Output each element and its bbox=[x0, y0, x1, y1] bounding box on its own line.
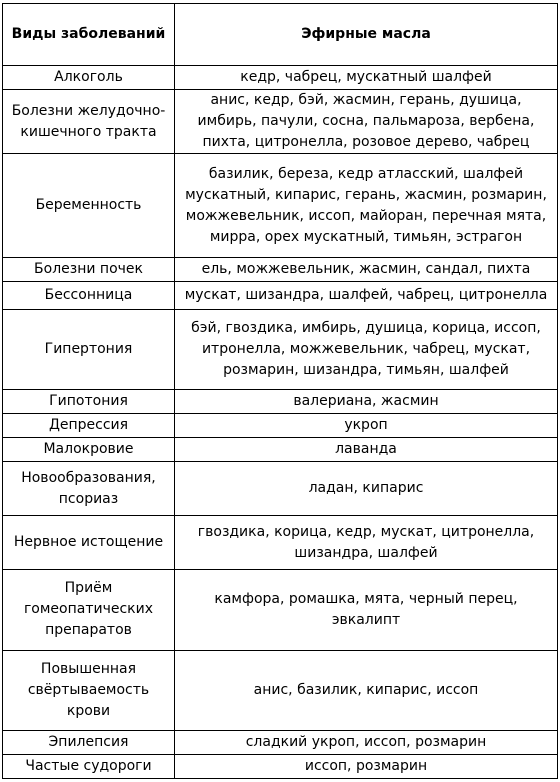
table-row bbox=[3, 258, 558, 282]
disease-cell: Частые судороги bbox=[3, 755, 175, 779]
table-row bbox=[3, 390, 558, 414]
table-row bbox=[3, 414, 558, 438]
oils-cell: валериана, жасмин bbox=[175, 390, 558, 414]
table-row bbox=[3, 282, 558, 310]
oils-cell: анис, кедр, бэй, жасмин, герань, душица, имбирь, пачули, сосна, пальмароза, вербена, пихта, цитронелла, розовое дерево, чабрец bbox=[175, 90, 558, 154]
table-row bbox=[3, 309, 558, 389]
table-row bbox=[3, 154, 558, 258]
oils-cell: ель, можжевельник, жасмин, сандал, пихта bbox=[175, 258, 558, 282]
oils-cell: мускат, шизандра, шалфей, чабрец, цитронелла bbox=[175, 282, 558, 310]
disease-cell: Алкоголь bbox=[3, 66, 175, 90]
oils-cell: иссоп, розмарин bbox=[175, 755, 558, 779]
table-row bbox=[3, 731, 558, 755]
oils-cell: гвоздика, корица, кедр, мускат, цитронелла, шизандра, шалфей bbox=[175, 516, 558, 570]
oils-cell: камфора, ромашка, мята, черный перец, эвкалипт bbox=[175, 570, 558, 650]
table-row bbox=[3, 90, 558, 154]
oils-table bbox=[2, 3, 558, 779]
table-row bbox=[3, 462, 558, 516]
header-diseases: Виды заболеваний bbox=[3, 4, 175, 66]
table-row bbox=[3, 755, 558, 779]
disease-cell: Депрессия bbox=[3, 414, 175, 438]
disease-cell: Гипертония bbox=[3, 309, 175, 389]
oils-cell: укроп bbox=[175, 414, 558, 438]
oils-cell: кедр, чабрец, мускатный шалфей bbox=[175, 66, 558, 90]
oils-cell: анис, базилик, кипарис, иссоп bbox=[175, 650, 558, 730]
disease-cell: Гипотония bbox=[3, 390, 175, 414]
disease-cell: Эпилепсия bbox=[3, 731, 175, 755]
oils-cell: бэй, гвоздика, имбирь, душица, корица, иссоп, итронелла, можжевельник, чабрец, мускат, розмарин, шизандра, тимьян, шалфей bbox=[175, 309, 558, 389]
oils-cell: лаванда bbox=[175, 438, 558, 462]
disease-cell: Новообразования, псориаз bbox=[3, 462, 175, 516]
table-header-row bbox=[3, 4, 558, 66]
disease-cell: Малокровие bbox=[3, 438, 175, 462]
oils-cell: ладан, кипарис bbox=[175, 462, 558, 516]
disease-cell: Болезни почек bbox=[3, 258, 175, 282]
disease-cell: Нервное истощение bbox=[3, 516, 175, 570]
table-row bbox=[3, 438, 558, 462]
table-row bbox=[3, 516, 558, 570]
oils-cell: базилик, береза, кедр атласский, шалфей мускатный, кипарис, герань, жасмин, розмарин, можжевельник, иссоп, майоран, перечная мята, мирра, орех мускатный, тимьян, эстрагон bbox=[175, 154, 558, 258]
oils-cell: сладкий укроп, иссоп, розмарин bbox=[175, 731, 558, 755]
table-row bbox=[3, 650, 558, 730]
disease-cell: Повышенная свёртываемость крови bbox=[3, 650, 175, 730]
disease-cell: Болезни желудочно-кишечного тракта bbox=[3, 90, 175, 154]
disease-cell: Беременность bbox=[3, 154, 175, 258]
disease-cell: Бессонница bbox=[3, 282, 175, 310]
table-row bbox=[3, 570, 558, 650]
header-oils: Эфирные масла bbox=[175, 4, 558, 66]
disease-cell: Приём гомеопатических препаратов bbox=[3, 570, 175, 650]
table-row bbox=[3, 66, 558, 90]
